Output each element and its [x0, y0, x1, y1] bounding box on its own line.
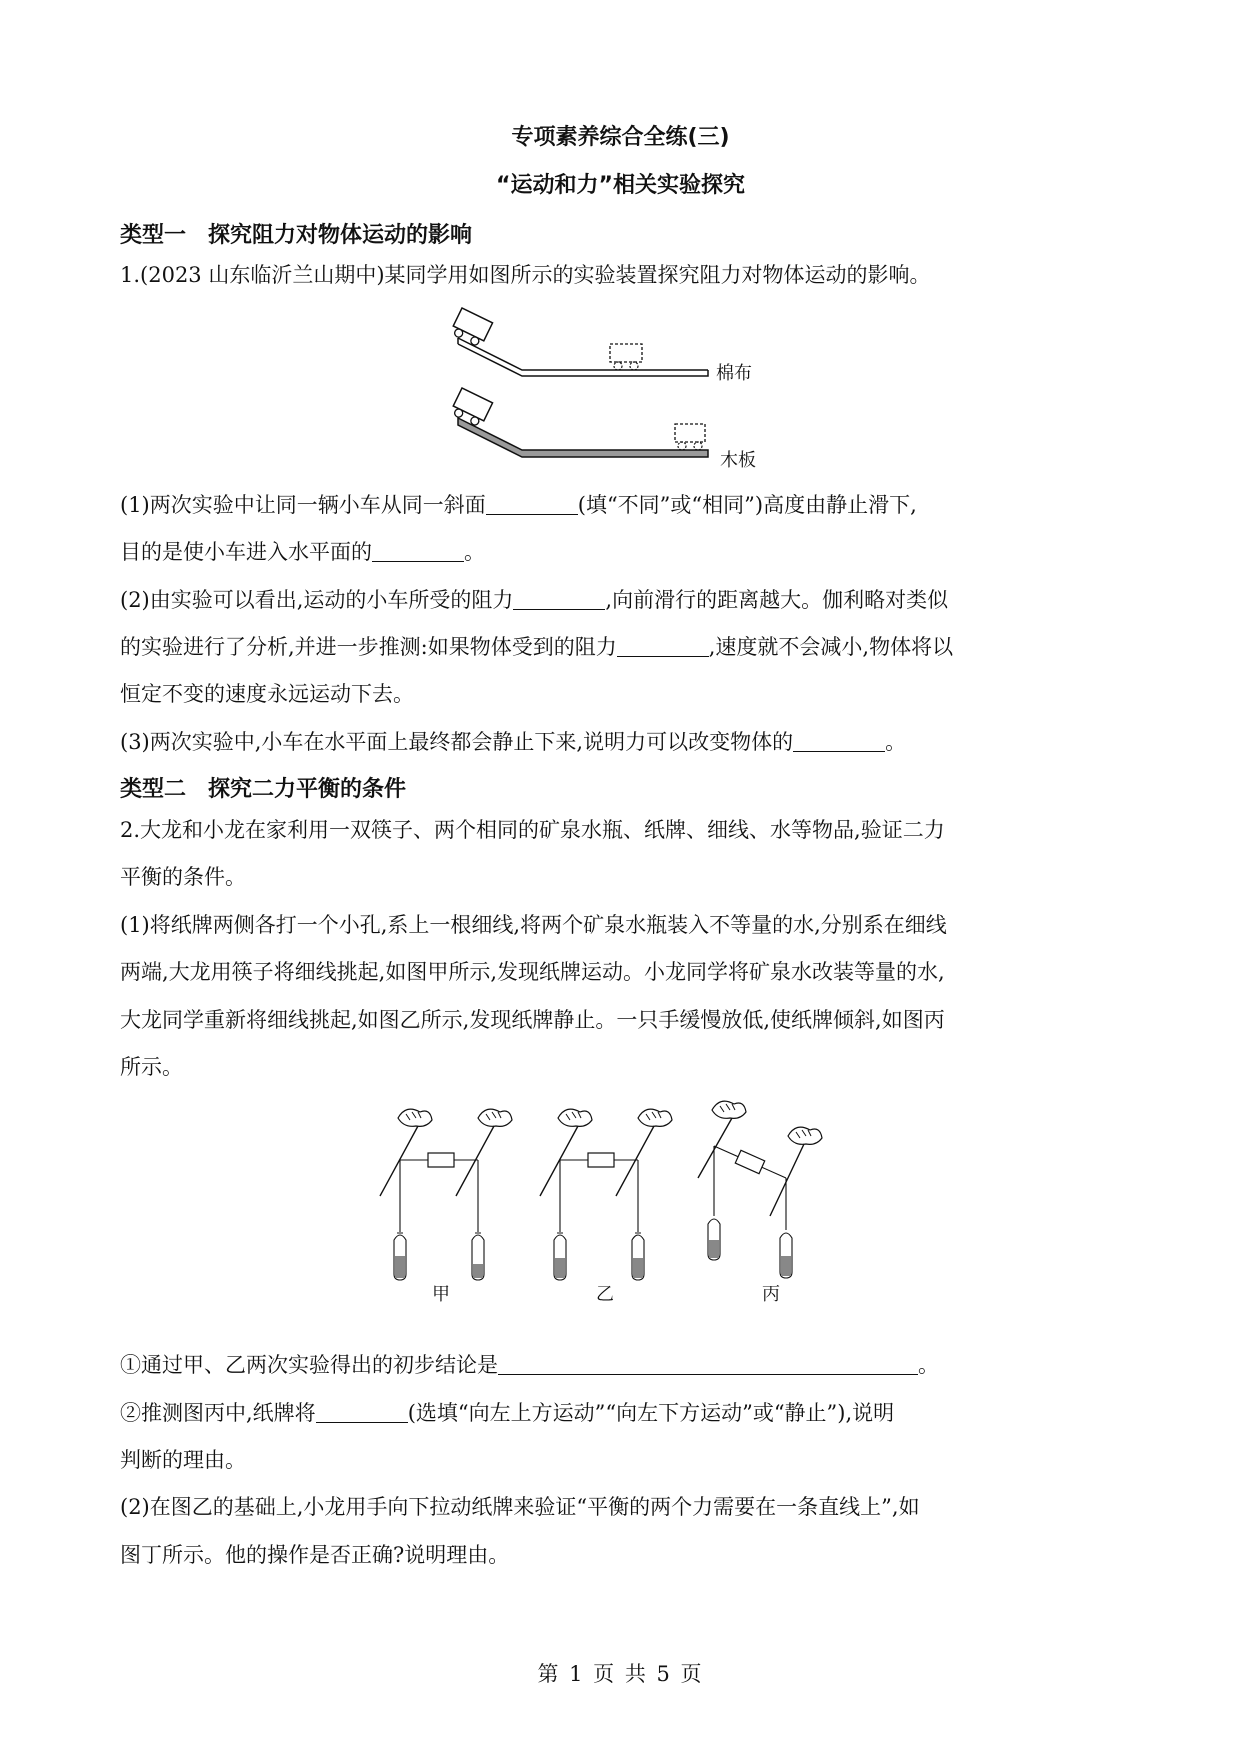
answer-blank[interactable]	[372, 539, 464, 562]
q2-part2-line1: (2)在图乙的基础上,小龙用手向下拉动纸牌来验证“平衡的两个力需要在一条直线上”,如	[120, 1495, 920, 1519]
q1-part1-line2: 目的是使小车进入水平面的 。	[120, 540, 485, 564]
page-subtitle: “运动和力”相关实验探究	[496, 173, 745, 198]
q1-part1-line1: (1)两次实验中让同一辆小车从同一斜面 (填“不同”或“相同”)高度由静止滑下,	[120, 493, 917, 517]
cart-ghost-wood	[675, 424, 705, 450]
cotton-track	[458, 338, 708, 376]
q2-stem-line1: 2.大龙和小龙在家利用一双筷子、两个相同的矿泉水瓶、纸牌、细线、水等物品,验证二力	[120, 818, 945, 842]
question-1-stem: 1.(2023 山东临沂兰山期中)某同学用如图所示的实验装置探究阻力对物体运动的影响。	[120, 263, 931, 287]
q2-part1-line1: (1)将纸牌两侧各打一个小孔,系上一根细线,将两个矿泉水瓶装入不等量的水,分别系在细线	[120, 913, 947, 937]
cart-top	[450, 308, 493, 348]
q2-sub2-line2: 判断的理由。	[120, 1448, 246, 1472]
label-bing: 丙	[762, 1284, 780, 1305]
figure-balance-experiment	[370, 1100, 890, 1310]
q2-part1-line4: 所示。	[120, 1055, 183, 1079]
section-heading-1: 类型一 探究阻力对物体运动的影响	[120, 223, 473, 248]
setup-jia	[380, 1109, 512, 1280]
answer-blank[interactable]	[793, 729, 885, 752]
answer-blank[interactable]	[617, 634, 709, 657]
q2-stem-line2: 平衡的条件。	[120, 865, 246, 889]
q2-part2-line2: 图丁所示。他的操作是否正确?说明理由。	[120, 1543, 510, 1567]
q1-part2-line2: 的实验进行了分析,并进一步推测:如果物体受到的阻力 ,速度就不会减小,物体将以	[120, 635, 954, 659]
setup-yi	[540, 1109, 672, 1280]
figure-cart-experiment	[440, 300, 780, 472]
setup-bing	[698, 1101, 822, 1278]
cart-bottom	[450, 388, 493, 428]
q1-part3-line1: (3)两次实验中,小车在水平面上最终都会静止下来,说明力可以改变物体的 。	[120, 730, 907, 754]
q2-sub2-line1: ②推测图丙中,纸牌将 (选填“向左上方运动”“向左下方运动”或“静止”),说明	[120, 1401, 895, 1425]
answer-blank[interactable]	[316, 1400, 408, 1423]
cart-ghost-cotton	[610, 344, 642, 370]
label-cotton: 棉布	[716, 363, 752, 384]
q2-part1-line3: 大龙同学重新将细线挑起,如图乙所示,发现纸牌静止。一只手缓慢放低,使纸牌倾斜,如图丙	[120, 1008, 945, 1032]
q2-sub1-line1: ①通过甲、乙两次实验得出的初步结论是 。	[120, 1353, 939, 1377]
page-title: 专项素养综合全练(三)	[511, 125, 730, 150]
label-jia: 甲	[432, 1284, 450, 1305]
q2-part1-line2: 两端,大龙用筷子将细线挑起,如图甲所示,发现纸牌运动。小龙同学将矿泉水改装等量的水,	[120, 960, 945, 984]
q1-part2-line1: (2)由实验可以看出,运动的小车所受的阻力 ,向前滑行的距离越大。伽利略对类似	[120, 588, 949, 612]
answer-blank[interactable]	[513, 587, 605, 610]
q1-part2-line3: 恒定不变的速度永远运动下去。	[120, 682, 414, 706]
wood-track	[458, 418, 708, 457]
page-footer: 第 1 页 共 5 页	[537, 1662, 704, 1686]
section-heading-2: 类型二 探究二力平衡的条件	[120, 777, 407, 802]
label-yi: 乙	[596, 1284, 614, 1305]
label-wood: 木板	[720, 450, 756, 471]
answer-blank[interactable]	[486, 492, 578, 515]
answer-blank[interactable]	[498, 1352, 918, 1375]
